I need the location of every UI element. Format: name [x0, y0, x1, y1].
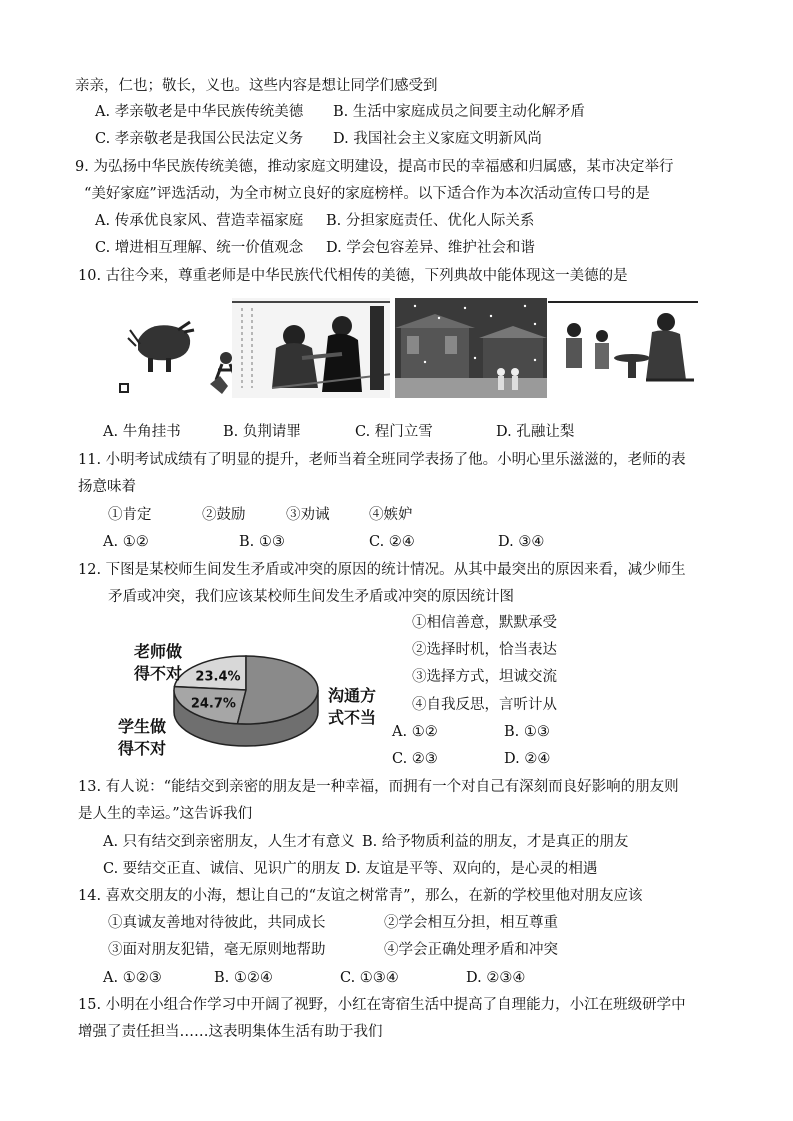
q14-stem: 14. 喜欢交朋友的小海，想让自己的“友谊之树常青”，那么，在新的学校里他对朋友应该	[78, 888, 643, 904]
q14-item-1: ①真诚友善地对待彼此，共同成长	[108, 915, 326, 931]
q8-option-b: B. 生活中家庭成员之间要主动化解矛盾	[333, 104, 585, 120]
q15-stem-line2: 增强了责任担当……这表明集体生活有助于我们	[78, 1024, 383, 1040]
q12-stem-line2: 矛盾或冲突，我们应该某校师生间发生矛盾或冲突的原因统计图	[108, 589, 514, 605]
q14-item-4: ④学会正确处理矛盾和冲突	[384, 942, 558, 958]
q11-item-3: ③劝诫	[286, 507, 330, 523]
q12-item-2: ②选择时机，恰当表达	[412, 642, 557, 658]
q9-option-d: D. 学会包容差异、维护社会和谐	[326, 240, 535, 256]
q13-option-c: C. 要结交正直、诚信、见识广的朋友	[103, 861, 341, 877]
q8-option-a: A. 孝亲敬老是中华民族传统美德	[95, 104, 304, 120]
picture-cheng-men-li-xue	[395, 298, 547, 398]
q9-option-a: A. 传承优良家风、营造幸福家庭	[95, 213, 304, 229]
q15-stem-line1: 15. 小明在小组合作学习中开阔了视野，小红在寄宿生活中提高了自理能力，小江在班级研学中	[78, 997, 686, 1013]
pie-chart-slices	[174, 656, 318, 724]
q10-option-b: B. 负荆请罪	[223, 424, 301, 440]
q9-option-b: B. 分担家庭责任、优化人际关系	[326, 213, 535, 229]
q10-option-d: D. 孔融让梨	[496, 424, 575, 440]
picture-kong-rong-rang-li	[548, 300, 698, 396]
q14-option-a: A. ①②③	[103, 970, 162, 986]
q14-item-3: ③面对朋友犯错，毫无原则地帮助	[108, 942, 326, 958]
q10-option-c: C. 程门立雪	[355, 424, 433, 440]
q11-option-d: D. ③④	[498, 534, 545, 550]
q14-item-2: ②学会相互分担，相互尊重	[384, 915, 558, 931]
q11-option-b: B. ①③	[239, 534, 285, 550]
pie-data-label-1: 23.4%	[195, 669, 241, 685]
q12-item-1: ①相信善意，默默承受	[412, 615, 557, 631]
q9-option-c: C. 增进相互理解、统一价值观念	[95, 240, 304, 256]
pie-data-label-2: 24.7%	[190, 696, 236, 712]
q9-stem-line2: “美好家庭”评选活动，为全市树立良好的家庭榜样。以下适合作为本次活动宣传口号的是	[84, 186, 650, 202]
q11-option-a: A. ①②	[103, 534, 149, 550]
q11-stem-line2: 扬意味着	[78, 479, 136, 495]
q10-option-a: A. 牛角挂书	[103, 424, 181, 440]
q12-option-b: B. ①③	[504, 724, 550, 740]
q12-item-4: ④自我反思，言听计从	[412, 697, 557, 713]
q12-item-3: ③选择方式，坦诚交流	[412, 669, 557, 685]
q11-item-1: ①肯定	[108, 507, 152, 523]
q14-option-b: B. ①②④	[214, 970, 273, 986]
q14-option-d: D. ②③④	[466, 970, 526, 986]
q12-option-a: A. ①②	[392, 724, 438, 740]
q12-option-c: C. ②③	[392, 751, 438, 767]
q13-stem-line1: 13. 有人说：“能结交到亲密的朋友是一种幸福，而拥有一个对自己有深刻而良好影响的朋友则	[78, 779, 679, 795]
q8-stem: 亲亲，仁也；敬长，义也。这些内容是想让同学们感受到	[75, 78, 438, 94]
pie-chart	[166, 646, 326, 756]
pie-legend-communication: 沟通方式不当	[328, 686, 377, 727]
q11-item-2: ②鼓励	[202, 507, 246, 523]
pie-legend-student: 学生做得不对	[118, 717, 167, 758]
q8-option-c: C. 孝亲敬老是我国公民法定义务	[95, 131, 304, 147]
q10-stem: 10. 古往今来，尊重老师是中华民族代代相传的美德，下列典故中能体现这一美德的是	[78, 268, 628, 284]
q9-stem-line1: 9. 为弘扬中华民族传统美德，推动家庭文明建设，提高市民的幸福感和归属感，某市决定举行	[75, 159, 674, 175]
q14-option-c: C. ①③④	[340, 970, 399, 986]
q8-option-d: D. 我国社会主义家庭文明新风尚	[333, 131, 542, 147]
q12-stem-line1: 12. 下图是某校师生间发生矛盾或冲突的原因的统计情况。从其中最突出的原因来看，减少师生	[78, 562, 686, 578]
q13-option-a: A. 只有结交到亲密朋友，人生才有意义	[103, 834, 355, 850]
q13-option-d: D. 友谊是平等、双向的，是心灵的相遇	[345, 861, 598, 877]
q12-option-d: D. ②④	[504, 751, 551, 767]
pie-legend-teacher: 老师做得不对	[134, 642, 183, 683]
picture-niu-jiao-gua-shu	[118, 300, 250, 396]
q13-stem-line2: 是人生的幸运。”这告诉我们	[78, 806, 253, 822]
q13-option-b: B. 给予物质利益的朋友，才是真正的朋友	[362, 834, 629, 850]
q11-item-4: ④嫉妒	[369, 507, 413, 523]
q11-option-c: C. ②④	[369, 534, 415, 550]
picture-fu-jing-qing-zui	[232, 298, 390, 398]
q11-stem-line1: 11. 小明考试成绩有了明显的提升，老师当着全班同学表扬了他。小明心里乐滋滋的，老师的表	[78, 452, 686, 468]
